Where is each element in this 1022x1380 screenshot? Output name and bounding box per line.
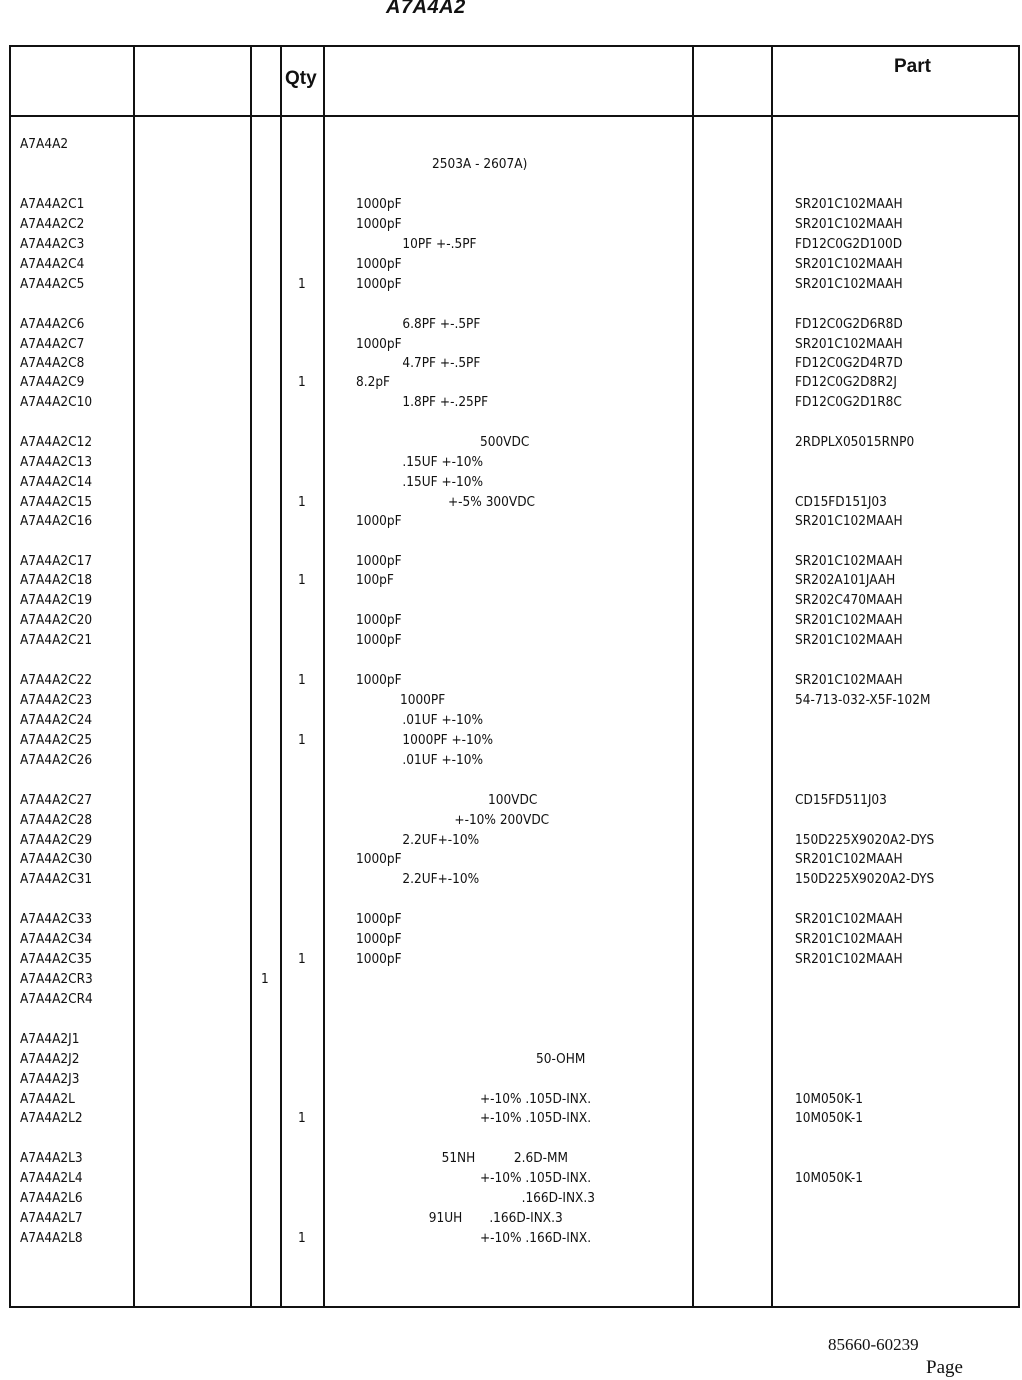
table-row: [0, 336, 920, 356]
part-number: CD15FD511J03: [794, 792, 887, 808]
reference-designator: A7A4A2C16: [19, 513, 93, 529]
reference-designator: A7A4A2C30: [19, 851, 93, 867]
reference-designator: A7A4A2J3: [19, 1071, 80, 1087]
description: 50-OHM: [535, 1051, 586, 1067]
reference-designator: A7A4A2L8: [19, 1230, 83, 1246]
reference-designator: A7A4A2L7: [19, 1210, 83, 1226]
table-row: [0, 971, 920, 991]
reference-designator: A7A4A2C17: [19, 553, 93, 569]
part-number: SR201C102MAAH: [794, 672, 903, 688]
part-number: SR202A101JAAH: [794, 572, 896, 588]
description: 2.2UF+-10%: [402, 871, 480, 887]
reference-designator: A7A4A2C15: [19, 494, 93, 510]
quantity: 1: [297, 1110, 306, 1126]
description: 1000pF: [355, 851, 402, 867]
description: .15UF +-10%: [402, 474, 484, 490]
description: .01UF +-10%: [402, 712, 484, 728]
quantity: 1: [297, 572, 306, 588]
reference-designator: A7A4A2C9: [19, 374, 85, 390]
reference-designator: A7A4A2C14: [19, 474, 93, 490]
reference-designator: A7A4A2C28: [19, 812, 93, 828]
reference-designator: A7A4A2C21: [19, 632, 93, 648]
quantity: 1: [261, 971, 269, 987]
table-row: [0, 931, 920, 951]
description: +-10% .105D-INX.: [479, 1091, 592, 1107]
table-row: [0, 494, 920, 514]
part-number: SR201C102MAAH: [794, 256, 903, 272]
description: 1.8PF +-.25PF: [402, 394, 489, 410]
document-number: 85660-60239: [828, 1335, 919, 1354]
part-number: SR201C102MAAH: [794, 931, 903, 947]
table-row: [0, 216, 920, 236]
part-header: Part: [894, 56, 931, 77]
table-row: [0, 474, 920, 494]
table-row: [0, 1110, 920, 1130]
quantity: 1: [297, 672, 306, 688]
reference-designator: A7A4A2C3: [19, 236, 85, 252]
reference-designator: A7A4A2C2: [19, 216, 85, 232]
part-number: SR201C102MAAH: [794, 851, 903, 867]
table-row: [0, 1190, 920, 1210]
reference-designator: A7A4A2C26: [19, 752, 93, 768]
reference-designator: A7A4A2C34: [19, 931, 93, 947]
reference-designator: A7A4A2C24: [19, 712, 93, 728]
reference-designator: A7A4A2C31: [19, 871, 93, 887]
description: 1000pF: [355, 513, 402, 529]
reference-designator: A7A4A2J2: [19, 1051, 80, 1067]
description: +-10% .166D-INX.: [479, 1230, 592, 1246]
table-row: [0, 1150, 920, 1170]
table-row: [0, 712, 920, 732]
description: 1000pF: [355, 276, 402, 292]
reference-designator: A7A4A2C29: [19, 832, 93, 848]
table-row: [0, 572, 920, 592]
reference-designator: A7A4A2C5: [19, 276, 85, 292]
part-number: FD12C0G2D1R8C: [794, 394, 902, 410]
table-row: [0, 832, 935, 852]
description: 1000pF: [355, 216, 402, 232]
table-row: [0, 871, 935, 891]
table-row: [0, 1091, 920, 1111]
table-row: [0, 1051, 920, 1071]
description: 1000pF: [355, 931, 402, 947]
table-row: [0, 316, 920, 336]
description: 8.2pF: [355, 374, 391, 390]
table-row: [0, 1071, 920, 1091]
table-row: [0, 374, 920, 394]
part-number: 10M050K-1: [794, 1170, 863, 1186]
description: .01UF +-10%: [402, 752, 484, 768]
table-row: [0, 752, 920, 772]
table-row: [0, 911, 920, 931]
part-number: SR201C102MAAH: [794, 553, 903, 569]
description: 4.7PF +-.5PF: [402, 355, 481, 371]
reference-designator: A7A4A2J1: [19, 1031, 80, 1047]
description: 1000pF: [355, 612, 402, 628]
description: 1000pF: [355, 256, 402, 272]
table-row: [0, 276, 920, 296]
reference-designator: A7A4A2C25: [19, 732, 93, 748]
part-number: SR201C102MAAH: [794, 632, 903, 648]
part-number: FD12C0G2D4R7D: [794, 355, 903, 371]
reference-designator: A7A4A2C27: [19, 792, 93, 808]
part-number: FD12C0G2D8R2J: [794, 374, 898, 390]
part-number: SR201C102MAAH: [794, 336, 903, 352]
description: 100VDC: [487, 792, 538, 808]
table-row: [0, 951, 920, 971]
part-number: SR201C102MAAH: [794, 911, 903, 927]
reference-designator: A7A4A2L3: [19, 1150, 83, 1166]
reference-designator: A7A4A2C7: [19, 336, 85, 352]
part-number: SR201C102MAAH: [794, 216, 903, 232]
description: +-10% .105D-INX.: [479, 1170, 592, 1186]
reference-designator: A7A4A2C10: [19, 394, 93, 410]
description: +-5% 300VDC: [447, 494, 536, 510]
reference-designator: A7A4A2L: [19, 1091, 75, 1107]
table-row: [0, 1031, 920, 1051]
table-row: [0, 156, 920, 176]
reference-designator: A7A4A2C35: [19, 951, 93, 967]
description: 1000PF: [399, 692, 446, 708]
table-row: [0, 256, 920, 276]
quantity: 1: [297, 1230, 306, 1246]
table-row: [0, 136, 920, 156]
description: 91UH .166D-INX.3: [428, 1210, 563, 1226]
reference-designator: A7A4A2CR4: [19, 991, 93, 1007]
reference-designator: A7A4A2C19: [19, 592, 93, 608]
description: 1000pF: [355, 196, 402, 212]
reference-designator: A7A4A2C4: [19, 256, 85, 272]
description: 2503A - 2607A): [432, 156, 528, 172]
table-row: [0, 1210, 920, 1230]
reference-designator: A7A4A2C1: [19, 196, 85, 212]
table-row: [0, 513, 920, 533]
reference-designator: A7A4A2C33: [19, 911, 93, 927]
description: 2.2UF+-10%: [402, 832, 480, 848]
part-number: 150D225X9020A2-DYS: [794, 871, 935, 887]
part-number: SR201C102MAAH: [794, 951, 903, 967]
description: 1000PF +-10%: [402, 732, 494, 748]
table-row: [0, 454, 920, 474]
table-row: [0, 851, 920, 871]
page-label: Page: [926, 1357, 963, 1378]
description: 1000pF: [355, 553, 402, 569]
reference-designator: A7A4A2CR3: [19, 971, 93, 987]
table-row: [0, 553, 920, 573]
table-row: [0, 991, 920, 1011]
part-number: 2RDPLX05015RNP0: [794, 434, 915, 450]
description: 1000pF: [355, 632, 402, 648]
reference-designator: A7A4A2L2: [19, 1110, 83, 1126]
description: 100pF: [355, 572, 394, 588]
reference-designator: A7A4A2C22: [19, 672, 93, 688]
description: 1000pF: [355, 672, 402, 688]
reference-designator: A7A4A2C23: [19, 692, 93, 708]
description: 1000pF: [355, 911, 402, 927]
quantity: 1: [297, 951, 306, 967]
part-number: FD12C0G2D6R8D: [794, 316, 903, 332]
quantity: 1: [297, 276, 306, 292]
part-number: 150D225X9020A2-DYS: [794, 832, 935, 848]
table-row: [0, 1230, 920, 1250]
table-row: [0, 196, 920, 216]
quantity: 1: [297, 374, 306, 390]
quantity: 1: [297, 732, 306, 748]
description: .15UF +-10%: [402, 454, 484, 470]
reference-designator: A7A4A2C13: [19, 454, 93, 470]
reference-designator: A7A4A2C8: [19, 355, 85, 371]
description: 6.8PF +-.5PF: [402, 316, 481, 332]
description: .166D-INX.3: [521, 1190, 595, 1206]
description: +-10% .105D-INX.: [479, 1110, 592, 1126]
table-row: [0, 236, 920, 256]
table-row: [0, 812, 920, 832]
part-number: 10M050K-1: [794, 1110, 863, 1126]
table-row: [0, 1170, 920, 1190]
table-row: [0, 592, 920, 612]
part-number: CD15FD151J03: [794, 494, 887, 510]
part-number: FD12C0G2D100D: [794, 236, 903, 252]
table-row: [0, 672, 920, 692]
table-row: [0, 732, 920, 752]
page-title: A7A4A2: [386, 0, 466, 18]
part-number: SR202C470MAAH: [794, 592, 903, 608]
part-number: 54-713-032-X5F-102M: [794, 692, 931, 708]
part-number: 10M050K-1: [794, 1091, 863, 1107]
part-number: SR201C102MAAH: [794, 196, 903, 212]
table-row: [0, 612, 920, 632]
reference-designator: A7A4A2C6: [19, 316, 85, 332]
reference-designator: A7A4A2L6: [19, 1190, 83, 1206]
part-number: SR201C102MAAH: [794, 513, 903, 529]
table-row: [0, 394, 920, 414]
description: +-10% 200VDC: [454, 812, 550, 828]
description: 51NH 2.6D-MM: [441, 1150, 568, 1166]
reference-designator: A7A4A2C20: [19, 612, 93, 628]
reference-designator: A7A4A2: [19, 136, 69, 152]
part-number: SR201C102MAAH: [794, 612, 903, 628]
table-row: [0, 632, 920, 652]
description: 1000pF: [355, 951, 402, 967]
description: 500VDC: [479, 434, 530, 450]
qty-header: Qty: [285, 68, 317, 89]
table-row: [0, 434, 920, 454]
table-row: [0, 355, 920, 375]
table-row: [0, 792, 920, 812]
part-number: SR201C102MAAH: [794, 276, 903, 292]
reference-designator: A7A4A2L4: [19, 1170, 83, 1186]
table-row: [0, 692, 931, 712]
reference-designator: A7A4A2C12: [19, 434, 93, 450]
quantity: 1: [297, 494, 306, 510]
description: 10PF +-.5PF: [402, 236, 477, 252]
description: 1000pF: [355, 336, 402, 352]
reference-designator: A7A4A2C18: [19, 572, 93, 588]
